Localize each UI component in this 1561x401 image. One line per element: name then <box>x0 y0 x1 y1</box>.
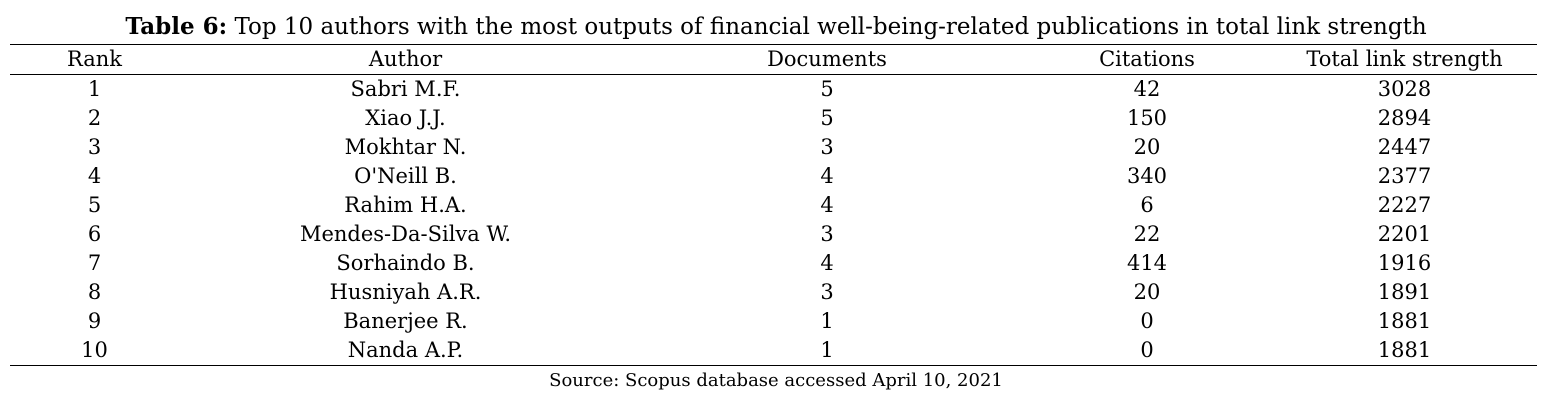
table-row <box>10 191 1537 220</box>
documents-cell: 3 <box>820 135 834 159</box>
table-row <box>10 104 1537 133</box>
author-cell: Husniyah A.R. <box>329 280 482 304</box>
total-link-strength-cell: 2227 <box>1377 193 1432 217</box>
documents-cell: 1 <box>820 309 834 333</box>
citations-cell: 0 <box>1140 309 1154 333</box>
author-cell: Nanda A.P. <box>179 336 632 366</box>
total-link-strength-cell: 2894 <box>1377 106 1432 130</box>
rank-cell: 8 <box>87 280 102 304</box>
rank-cell: 9 <box>87 309 102 333</box>
total-link-strength-cell: 2377 <box>1377 164 1432 188</box>
total-link-strength-cell: 2447 <box>1377 135 1432 159</box>
total-link-strength-cell: 1891 <box>1377 280 1432 304</box>
column-header-rank: Rank <box>10 45 179 75</box>
rank-cell: 1 <box>87 77 102 101</box>
rank-cell: 6 <box>87 222 102 246</box>
documents-cell: 4 <box>820 251 834 275</box>
table-header-row <box>10 45 1537 75</box>
author-cell: Sabri M.F. <box>350 77 461 101</box>
table-row <box>10 336 1537 366</box>
author-cell: Banerjee R. <box>343 309 468 333</box>
rank-cell: 10 <box>10 336 179 366</box>
table-row <box>10 307 1537 336</box>
citations-cell: 0 <box>1022 336 1272 366</box>
citations-cell: 20 <box>1133 280 1161 304</box>
documents-cell: 3 <box>820 222 834 246</box>
table-caption-text: Top 10 authors with the most outputs of financial well-being-related publications in total link strength <box>234 14 1427 40</box>
table-caption <box>0 12 1552 42</box>
total-link-strength-cell: 1881 <box>1377 309 1432 333</box>
citations-cell: 20 <box>1133 135 1161 159</box>
table-row <box>10 220 1537 249</box>
rank-cell: 5 <box>87 193 102 217</box>
total-link-strength-cell: 2201 <box>1377 222 1432 246</box>
table-row <box>10 133 1537 162</box>
citations-cell: 22 <box>1133 222 1161 246</box>
documents-cell: 4 <box>820 164 834 188</box>
citations-cell: 150 <box>1126 106 1168 130</box>
table-source-note: Source: Scopus database accessed April 10, 2021 <box>549 370 1003 391</box>
authors-table <box>10 44 1537 366</box>
citations-cell: 42 <box>1133 77 1161 101</box>
table-row <box>10 75 1537 105</box>
author-cell: Rahim H.A. <box>344 193 467 217</box>
author-cell: Sorhaindo B. <box>336 251 475 275</box>
total-link-strength-cell: 1881 <box>1272 336 1537 366</box>
rank-cell: 2 <box>87 106 102 130</box>
total-link-strength-cell: 1916 <box>1377 251 1432 275</box>
column-header-author: Author <box>179 45 632 75</box>
author-cell: Xiao J.J. <box>365 106 446 130</box>
documents-cell: 1 <box>632 336 1022 366</box>
author-cell: O'Neill B. <box>354 164 457 188</box>
rank-cell: 7 <box>87 251 102 275</box>
table-row <box>10 278 1537 307</box>
column-header-citations: Citations <box>1022 45 1272 75</box>
rank-cell: 3 <box>87 135 102 159</box>
table-header <box>10 45 1537 75</box>
author-cell: Mendes-Da-Silva W. <box>299 222 512 246</box>
citations-cell: 6 <box>1140 193 1154 217</box>
column-header-documents: Documents <box>632 45 1022 75</box>
column-header-total-link-strength: Total link strength <box>1272 45 1537 75</box>
table-body <box>10 75 1537 366</box>
citations-cell: 414 <box>1126 251 1168 275</box>
documents-cell: 5 <box>820 106 834 130</box>
citations-cell: 340 <box>1126 164 1168 188</box>
table-row <box>10 249 1537 278</box>
rank-cell: 4 <box>87 164 102 188</box>
table-row <box>10 162 1537 191</box>
documents-cell: 3 <box>820 280 834 304</box>
documents-cell: 5 <box>820 77 834 101</box>
total-link-strength-cell: 3028 <box>1377 77 1432 101</box>
author-cell: Mokhtar N. <box>344 135 467 159</box>
table-caption-label: Table 6: <box>125 13 228 40</box>
documents-cell: 4 <box>820 193 834 217</box>
